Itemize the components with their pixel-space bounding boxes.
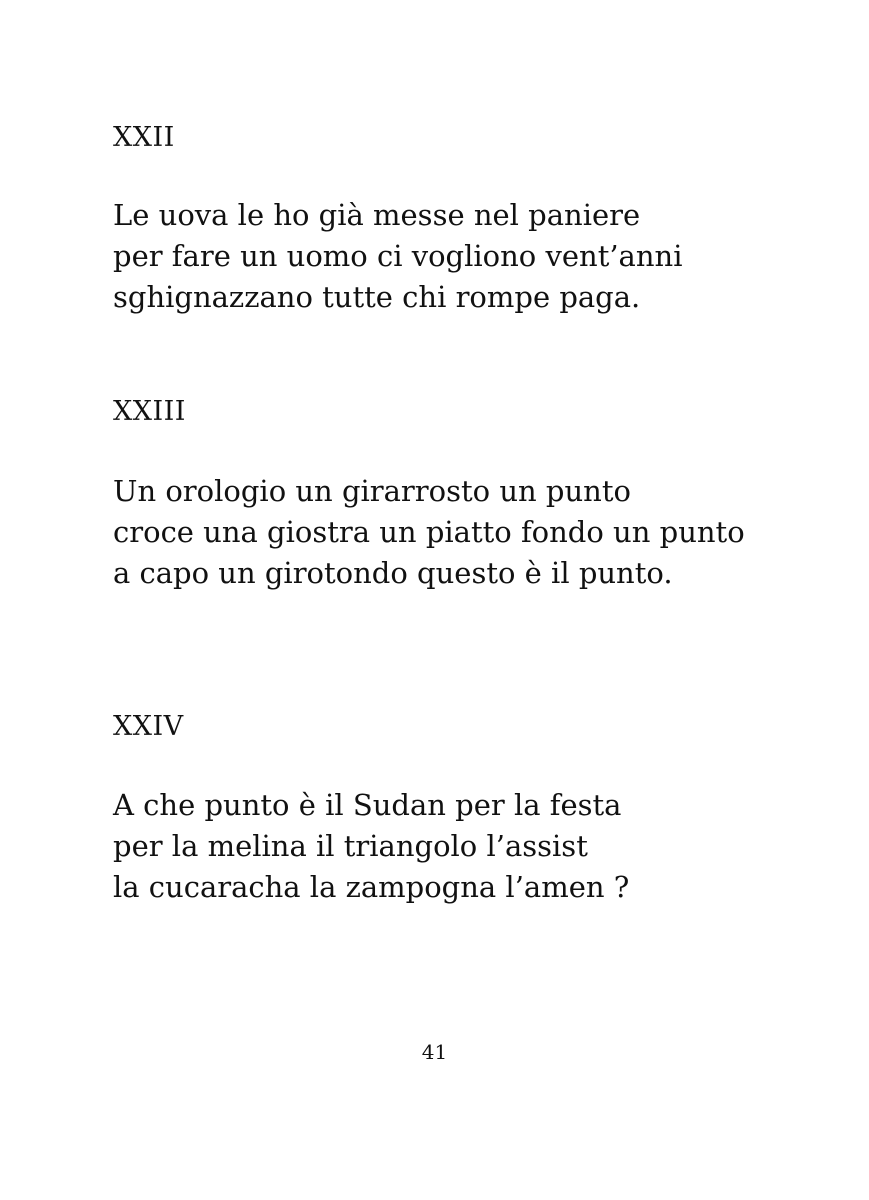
poem-title-xxiv: XXIV bbox=[113, 711, 184, 742]
verse-line: Un orologio un girarrosto un punto bbox=[113, 474, 631, 508]
stanza-xxiii bbox=[113, 471, 745, 594]
page-number: 41 bbox=[421, 1040, 448, 1064]
verse-line: a capo un girotondo questo è il punto. bbox=[113, 556, 673, 590]
verse-line: A che punto è il Sudan per la festa bbox=[113, 788, 622, 822]
verse-line: per fare un uomo ci vogliono vent’anni bbox=[113, 239, 683, 273]
poem-title-xxiii: XXIII bbox=[113, 396, 186, 427]
poem-title-xxii: XXII bbox=[113, 122, 175, 153]
verse-line: sghignazzano tutte chi rompe paga. bbox=[113, 280, 641, 314]
verse-line: la cucaracha la zampogna l’amen ? bbox=[113, 870, 630, 904]
verse-line: Le uova le ho già messe nel paniere bbox=[113, 198, 641, 232]
verse-line: per la melina il triangolo l’assist bbox=[113, 829, 588, 863]
stanza-xxiv bbox=[113, 785, 629, 908]
verse-line: croce una giostra un piatto fondo un punto bbox=[113, 515, 745, 549]
stanza-xxii bbox=[113, 195, 682, 318]
